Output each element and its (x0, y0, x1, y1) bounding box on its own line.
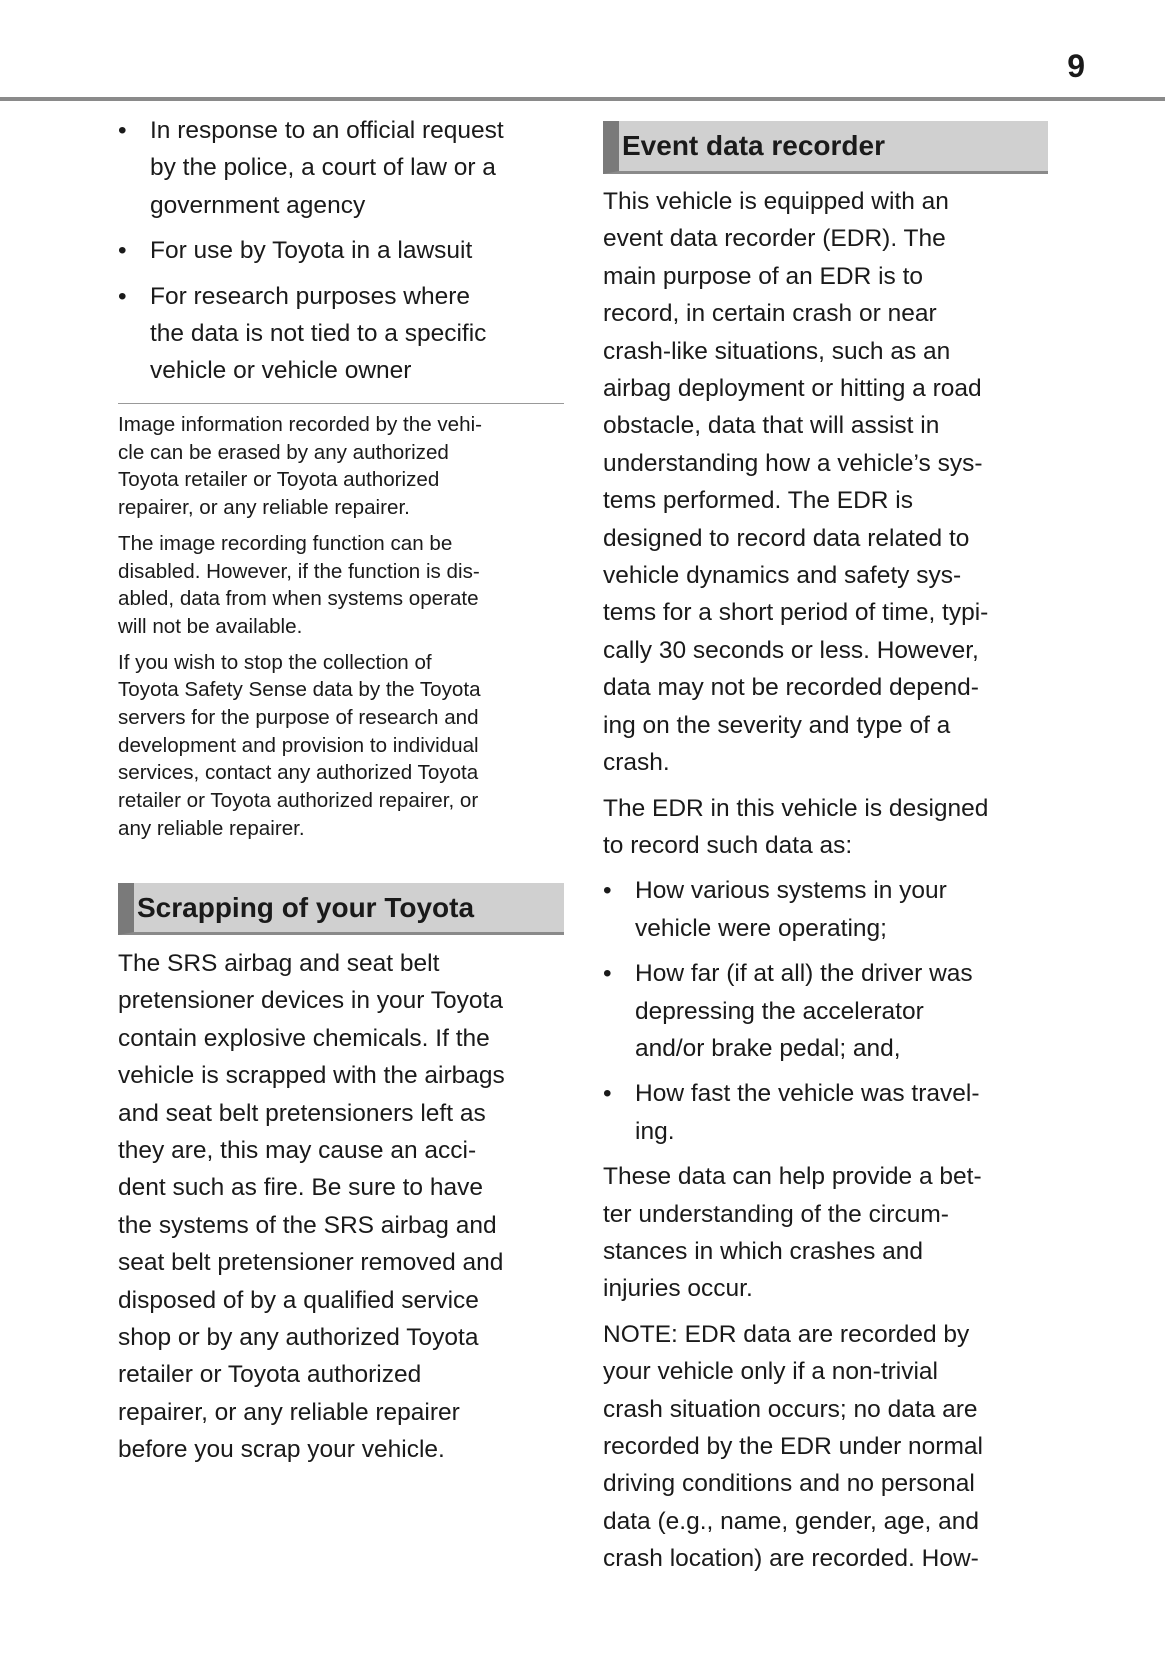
text-line: event data recorder (EDR). The (603, 225, 946, 253)
paragraph (635, 872, 1048, 947)
list-item (603, 1075, 1048, 1150)
paragraph (150, 112, 564, 224)
bullet-icon: • (603, 960, 612, 988)
paragraph (635, 955, 1048, 1067)
bullet-icon: • (603, 877, 612, 905)
section-heading-edr (603, 121, 1048, 174)
bullet-icon: • (118, 237, 127, 265)
text-line: How far (if at all) the driver was (635, 960, 973, 988)
text-line: How fast the vehicle was travel- (635, 1080, 980, 1108)
text-line: disposed of by a qualified service (118, 1286, 479, 1314)
text-line: cle can be erased by any authorized (118, 440, 449, 464)
section-title: Scrapping of your Toyota (137, 891, 475, 923)
text-line: How various systems in your (635, 877, 947, 905)
list-item (118, 232, 564, 269)
text-line: This vehicle is equipped with an (603, 188, 949, 215)
text-line: depressing the accelerator (635, 997, 924, 1025)
text-line: vehicle dynamics and safety sys- (603, 562, 962, 590)
text-line: government agency (150, 191, 366, 219)
notes (118, 411, 564, 851)
text-line: vehicle or vehicle owner (150, 357, 412, 385)
list-item (603, 872, 1048, 947)
text-line: designed to record data related to (603, 524, 970, 552)
bullet-icon: • (118, 282, 127, 310)
text-line: For use by Toyota in a lawsuit (150, 237, 473, 265)
section-title: Event data recorder (622, 130, 885, 161)
text-line: The EDR in this vehicle is designed (603, 794, 989, 822)
bullet-icon: • (603, 1080, 612, 1108)
paragraph (603, 790, 1048, 865)
text-line: crash situation occurs; no data are (603, 1395, 978, 1423)
text-line: contain explosive chemicals. If the (118, 1024, 490, 1052)
text-line: vehicle is scrapped with the airbags (118, 1062, 505, 1090)
paragraph (150, 232, 564, 269)
text-line: shop or by any authorized Toyota (118, 1324, 479, 1352)
paragraph (118, 411, 564, 522)
paragraph (603, 183, 1048, 782)
text-line: pretensioner devices in your Toyota (118, 987, 503, 1015)
paragraph (603, 1158, 1048, 1308)
text-line: any reliable repairer. (118, 816, 305, 840)
text-line: servers for the purpose of research and (118, 706, 479, 730)
text-line: dent such as fire. Be sure to have (118, 1174, 483, 1202)
paragraph (118, 945, 564, 1469)
scrapping-body (118, 945, 564, 1477)
text-line: airbag deployment or hitting a road (603, 375, 982, 403)
text-line: repairer, or any reliable repairer (118, 1398, 460, 1426)
text-line: Image information recorded by the vehi- (118, 413, 483, 436)
text-line: Toyota Safety Sense data by the Toyota (118, 678, 481, 702)
text-line: main purpose of an EDR is to (603, 262, 924, 290)
divider (118, 403, 564, 404)
text-line: crash-like situations, such as an (603, 337, 951, 365)
text-line: your vehicle only if a non-trivial (603, 1358, 938, 1386)
text-line: development and provision to individual (118, 733, 479, 757)
text-line: These data can help provide a bet- (603, 1163, 982, 1191)
text-line: obstacle, data that will assist in (603, 412, 940, 440)
text-line: If you wish to stop the collection of (118, 650, 432, 674)
text-line: data (e.g., name, gender, age, and (603, 1507, 979, 1535)
text-line: retailer or Toyota authorized (118, 1361, 422, 1389)
text-line: data may not be recorded depend- (603, 674, 979, 702)
text-line: crash. (603, 749, 670, 777)
text-line: record, in certain crash or near (603, 300, 937, 328)
paragraph (150, 278, 564, 390)
text-line: seat belt pretensioner removed and (118, 1249, 504, 1277)
text-line: services, contact any authorized Toyota (118, 761, 479, 785)
text-line: tems performed. The EDR is (603, 487, 913, 515)
text-line: tems for a short period of time, typi- (603, 599, 989, 627)
text-line: ter understanding of the circum- (603, 1200, 949, 1228)
text-line: ing on the severity and type of a (603, 711, 951, 739)
text-line: by the police, a court of law or a (150, 154, 496, 182)
paragraph (635, 1075, 1048, 1150)
text-line: injuries occur. (603, 1275, 753, 1303)
text-line: cally 30 seconds or less. However, (603, 636, 979, 664)
text-line: crash location) are recorded. How- (603, 1545, 979, 1573)
text-line: repairer, or any reliable repairer. (118, 496, 410, 520)
text-line: will not be available. (118, 614, 303, 638)
bullet-icon: • (118, 117, 127, 144)
text-line: The SRS airbag and seat belt (118, 950, 440, 977)
header-rule (0, 97, 1165, 101)
list-item (603, 955, 1048, 1067)
text-line: they are, this may cause an acci- (118, 1137, 477, 1165)
text-line: For research purposes where (150, 282, 471, 310)
text-line: to record such data as: (603, 831, 853, 859)
text-line: disabled. However, if the function is dis- (118, 559, 480, 583)
text-line: NOTE: EDR data are recorded by (603, 1320, 970, 1348)
paragraph (118, 649, 564, 843)
text-line: recorded by the EDR under normal (603, 1433, 983, 1460)
text-line: abled, data from when systems operate (118, 587, 479, 611)
text-line: driving conditions and no personal (603, 1470, 975, 1498)
text-line: and/or brake pedal; and, (635, 1034, 901, 1062)
usage-bullet-list (118, 112, 564, 398)
text-line: In response to an official request (150, 117, 504, 144)
text-line: vehicle were operating; (635, 914, 887, 942)
text-line: understanding how a vehicle’s sys- (603, 449, 983, 477)
text-line: retailer or Toyota authorized repairer, or (118, 789, 479, 813)
list-item (118, 112, 564, 224)
text-line: and seat belt pretensioners left as (118, 1099, 486, 1127)
page-number: 9 (1067, 48, 1085, 84)
text-line: ing. (635, 1117, 675, 1145)
paragraph (118, 530, 564, 641)
list-item (118, 278, 564, 390)
text-line: before you scrap your vehicle. (118, 1436, 445, 1464)
section-heading-scrapping (118, 883, 564, 935)
text-line: stances in which crashes and (603, 1237, 924, 1265)
text-line: the data is not tied to a specific (150, 320, 487, 348)
paragraph (603, 1316, 1048, 1578)
text-line: The image recording function can be (118, 531, 453, 555)
text-line: the systems of the SRS airbag and (118, 1211, 497, 1239)
text-line: Toyota retailer or Toyota authorized (118, 468, 440, 492)
edr-body (603, 183, 1048, 1586)
